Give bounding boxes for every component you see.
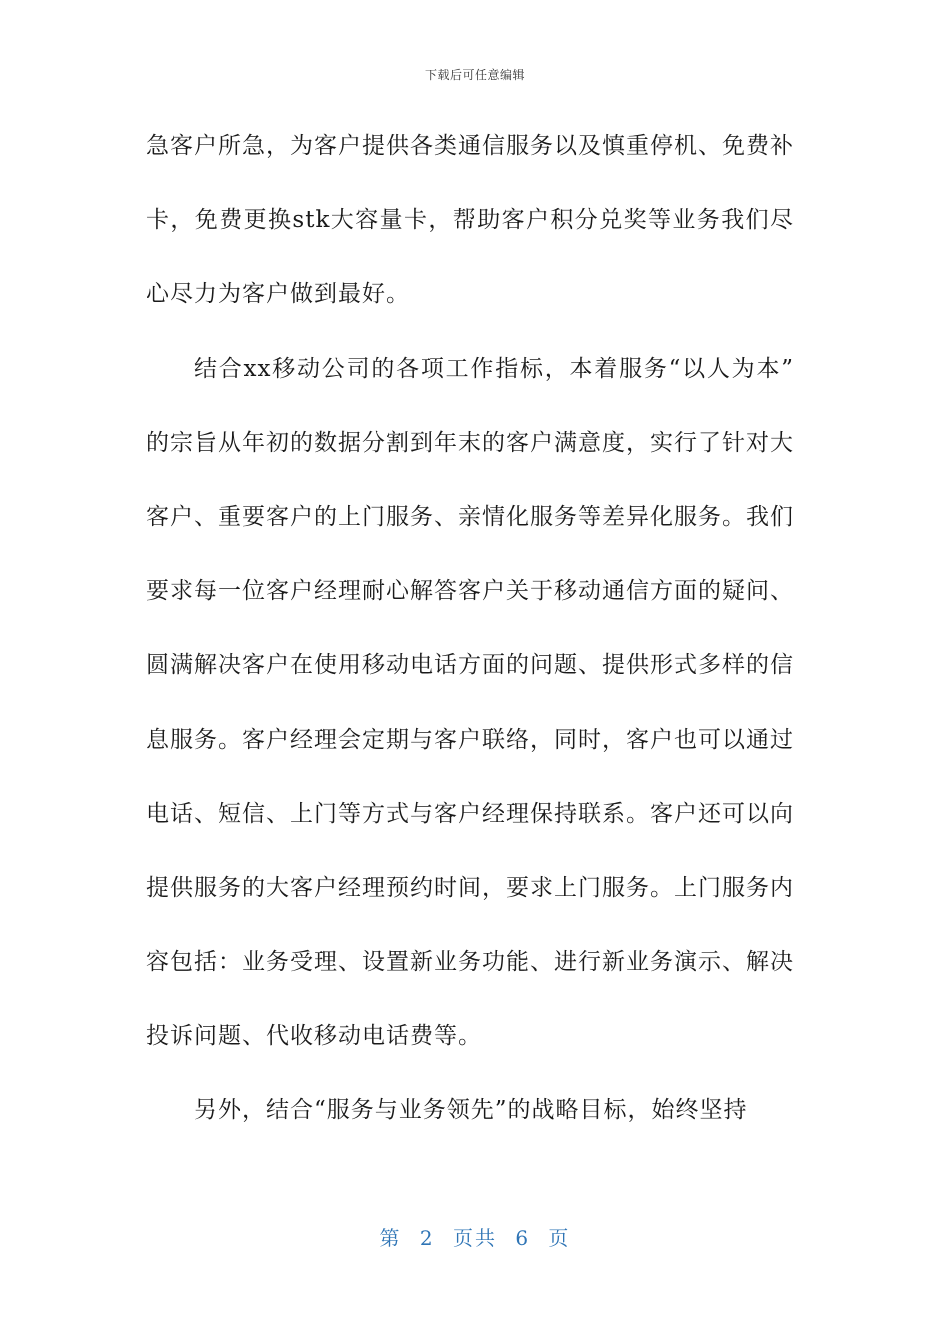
document-body: [146, 109, 794, 1148]
text-line: 息服务。客户经理会定期与客户联络，同时，客户也可以通过: [146, 726, 794, 753]
page-number-text: 第 2 页共 6 页: [379, 1226, 571, 1250]
paragraph: [146, 332, 794, 1074]
text-line: 心尽力为客户做到最好。: [146, 281, 410, 308]
page-header: 下载后可任意编辑: [424, 68, 525, 82]
text-line: 投诉问题、代收移动电话费等。: [146, 1023, 482, 1050]
text-line: 的宗旨从年初的数据分割到年末的客户满意度，实行了针对大: [146, 429, 794, 456]
text-line: 电话、短信、上门等方式与客户经理保持联系。客户还可以向: [146, 800, 794, 827]
text-line: 客户、重要客户的上门服务、亲情化服务等差异化服务。我们: [146, 503, 794, 530]
paragraph: [146, 1073, 794, 1147]
text-line: 容包括：业务受理、设置新业务功能、进行新业务演示、解决: [146, 949, 794, 976]
text-line: 卡，免费更换stk大容量卡，帮助客户积分兑奖等业务我们尽: [146, 207, 794, 234]
text-line: 急客户所急，为客户提供各类通信服务以及慎重停机、免费补: [146, 133, 794, 159]
paragraph: [146, 109, 794, 332]
text-line: 另外，结合“服务与业务领先”的战略目标，始终坚持: [194, 1097, 748, 1124]
text-line: 要求每一位客户经理耐心解答客户关于移动通信方面的疑问、: [146, 578, 794, 605]
page-number-footer: [0, 1222, 950, 1251]
text-line: 圆满解决客户在使用移动电话方面的问题、提供形式多样的信: [146, 652, 794, 679]
text-line: 结合xx移动公司的各项工作指标，本着服务“以人为本”: [194, 355, 794, 382]
text-line: 提供服务的大客户经理预约时间，要求上门服务。上门服务内: [146, 874, 794, 901]
